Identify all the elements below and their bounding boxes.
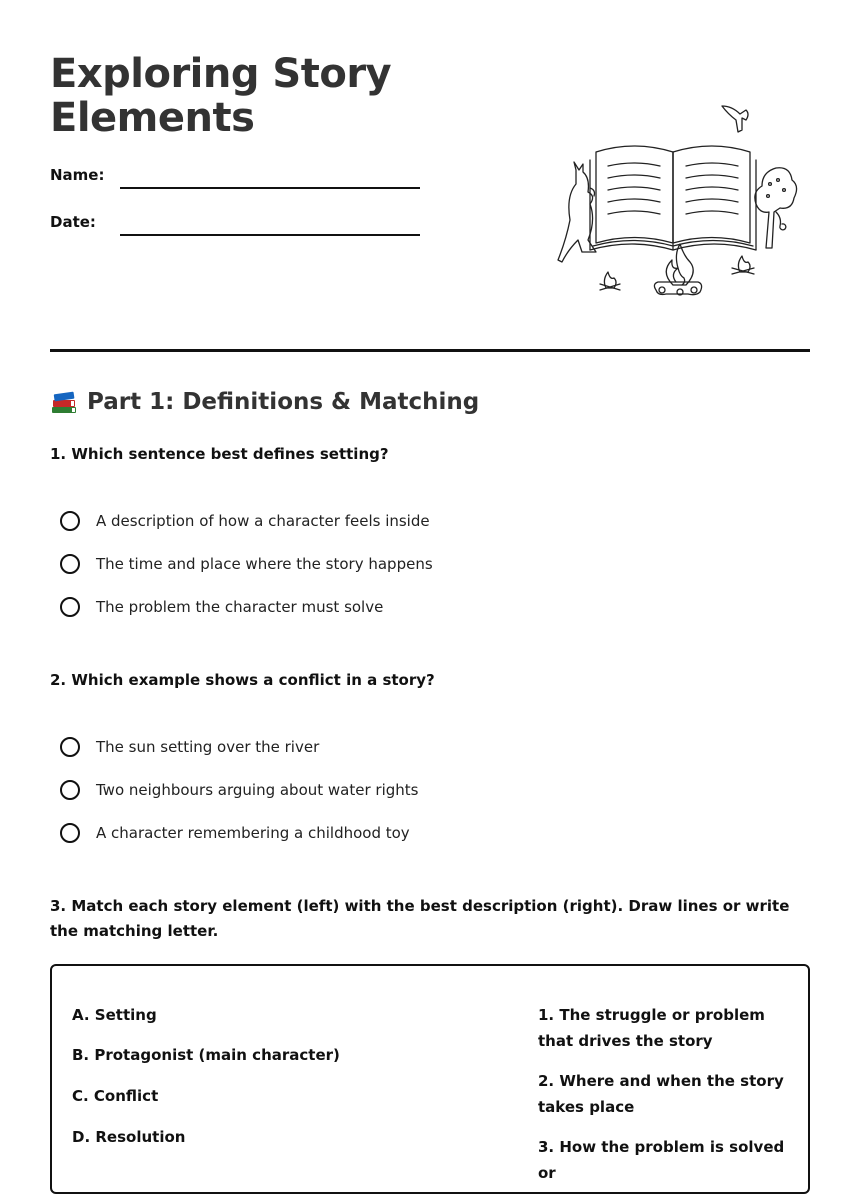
- radio-circle[interactable]: [60, 780, 80, 800]
- option-text: The sun setting over the river: [96, 738, 320, 756]
- q1-option-1[interactable]: [60, 511, 430, 531]
- match-description-3: 3. How the problem is solved or: [538, 1138, 785, 1182]
- option-text: The problem the character must solve: [96, 598, 384, 616]
- part1-heading: [50, 388, 479, 416]
- match-element-a: A. Setting: [72, 1006, 157, 1024]
- question-2: 2. Which example shows a conflict in a story?: [50, 671, 435, 689]
- radio-circle[interactable]: [60, 823, 80, 843]
- name-label: Name:: [50, 166, 105, 184]
- q2-option-2[interactable]: [60, 780, 418, 800]
- option-text: The time and place where the story happens: [96, 555, 433, 573]
- match-description-2: 2. Where and when the story takes place: [538, 1072, 784, 1116]
- match-element-c: C. Conflict: [72, 1087, 159, 1105]
- match-element-d: D. Resolution: [72, 1128, 186, 1146]
- option-text: Two neighbours arguing about water rights: [96, 781, 419, 799]
- radio-circle[interactable]: [60, 597, 80, 617]
- name-field[interactable]: [120, 187, 420, 189]
- question-3: 3. Match each story element (left) with the best description (right). Draw lines or write the matching letter.: [50, 897, 790, 940]
- question-1: 1. Which sentence best defines setting?: [50, 445, 389, 463]
- date-label: Date:: [50, 213, 96, 231]
- part1-heading-text: Part 1: Definitions & Matching: [87, 389, 480, 415]
- q2-option-1[interactable]: [60, 737, 319, 757]
- header-divider: [50, 349, 810, 352]
- books-icon: [50, 388, 78, 416]
- radio-circle[interactable]: [60, 737, 80, 757]
- option-text: A character remembering a childhood toy: [96, 824, 410, 842]
- q2-option-3[interactable]: [60, 823, 410, 843]
- q1-option-2[interactable]: [60, 554, 433, 574]
- q1-option-3[interactable]: [60, 597, 383, 617]
- page-title: Exploring Story Elements: [50, 51, 392, 141]
- book-campfire-kangaroo-illustration: [556, 100, 800, 300]
- matching-box: [50, 964, 810, 1194]
- option-text: A description of how a character feels inside: [96, 512, 430, 530]
- match-description-1: 1. The struggle or problem that drives the story: [538, 1006, 765, 1050]
- radio-circle[interactable]: [60, 554, 80, 574]
- radio-circle[interactable]: [60, 511, 80, 531]
- date-field[interactable]: [120, 234, 420, 236]
- match-element-b: B. Protagonist (main character): [72, 1046, 340, 1064]
